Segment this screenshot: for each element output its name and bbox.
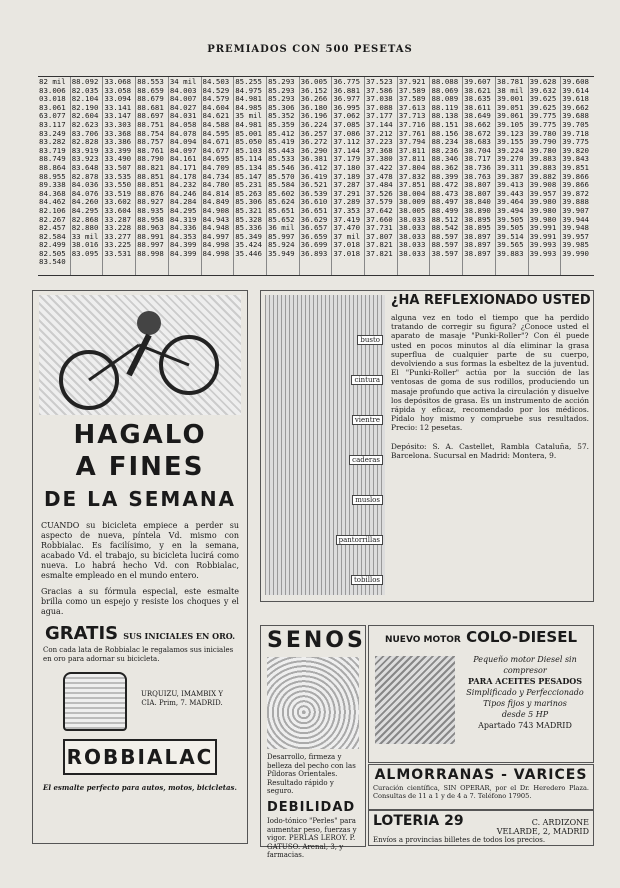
colo-pre: NUEVO MOTOR xyxy=(384,635,461,645)
debilidad-text: Iodo-tónico "Perles" para aumentar peso, fuerzas y vigor. PERLAS LEROY. P. GATUSO. Arenal, 3, y farmacias. xyxy=(267,816,357,860)
senos-text: Desarrollo, firmeza y belleza del pecho con las Píldoras Orientales. Resultado rápido y seguro. xyxy=(267,753,356,796)
page-header: PREMIADOS CON 500 PESETAS xyxy=(207,44,413,55)
punki-address: Depósito: S. A. Castellet, Rambla Cataluña, 57. Barcelona. Sucursal en Madrid: Montera, 9. xyxy=(391,441,589,461)
loteria-owner xyxy=(497,818,589,836)
senos-title: SENOS xyxy=(267,628,366,653)
punki-roller-ad xyxy=(260,290,594,602)
body-label: caderas xyxy=(349,455,383,465)
robbialac-ad xyxy=(32,290,248,844)
bicycle-icon xyxy=(39,295,239,415)
colo-diesel-ad xyxy=(368,625,594,763)
debilidad-title: DEBILIDAD xyxy=(267,799,356,815)
number-column: 37.921 37.589 37.589 37.613 37.713 37.716 37.761 37.794 37.811 37.811 37.804 37.832 37.851 38.004 38.009 38.005 38.033 38.033 38.033 38.033 38.033 xyxy=(398,77,431,275)
number-column: 39.608 39.614 39.618 39.662 39.688 39.705 39.718 39.775 39.820 39.843 39.851 39.866 39.866 39.872 39.888 39.907 39.944 39.948 39.957 39.985 39.990 xyxy=(562,77,589,258)
loteria-owner-name: C. ARDIZONE xyxy=(531,818,589,827)
number-column: 38.781 38 mil 39.001 39.051 39.061 39.105 39.123 39.155 39.224 39.270 39.311 39.387 39.413 39.443 39.464 39.494 39.505 39.505 39.514 39.565 39.883 xyxy=(496,77,529,275)
senos-ad xyxy=(260,625,366,860)
number-column: 85.255 84.975 84.981 84.985 35 mil 84.981 85.001 85.050 85.103 85.114 85.134 85.147 85.231 85.263 85.306 85.321 85.328 85.336 85.349 35.424 35.446 xyxy=(234,77,267,275)
gratis-label: GRATIS xyxy=(45,623,119,644)
headline-line-2: A FINES xyxy=(75,452,205,482)
ad-body-2: Gracias a su fórmula especial, este esmalte brilla como un espejo y resiste los choques y el agua. xyxy=(41,587,239,616)
headline-line-3: DE LA SEMANA xyxy=(43,487,237,511)
number-column: 88.553 88.659 88.679 88.681 88.697 88.751 88.754 88.757 88.761 88.790 88.821 88.851 88.851 88.876 88.927 88.935 88.958 88.963 88.991 88.997 88.998 xyxy=(136,77,169,275)
figure-illustration xyxy=(265,295,385,595)
loteria-address: VELARDE, 2, MADRID xyxy=(496,827,589,836)
loteria-ad xyxy=(368,810,594,846)
distributor: URQUIZU, IMAMBIX Y CIA. Prim, 7. MADRID. xyxy=(140,689,224,707)
gratis-subtitle: SUS INICIALES EN ORO. xyxy=(123,631,236,641)
colo-title xyxy=(369,628,593,646)
number-column: 36.775 36.881 36.977 36.995 37.062 37.085 37.086 37.112 37.144 37.179 37.180 37.189 37.287 37.291 37.289 37.353 37.419 37.470 37 mil 37.018 37.018 xyxy=(332,77,365,275)
colo-line: Simplificado y Perfeccionado xyxy=(466,688,584,697)
colo-line: Pequeño motor Diesel sin compresor xyxy=(473,655,577,675)
body-label: pantorrillas xyxy=(336,535,383,545)
bust-illustration xyxy=(267,657,359,749)
colo-line: Tipos fijos y marinos xyxy=(483,699,567,708)
colo-line: Apartado 743 MADRID xyxy=(478,721,572,730)
paint-can-icon xyxy=(63,672,127,731)
body-label: busto xyxy=(357,335,383,345)
loteria-text: Envíos a provincias billetes de todos los precios. xyxy=(373,836,546,844)
number-column: 85.293 85.293 85.293 85.306 85.352 85.359 85.412 85.419 85.443 85.533 85.546 85.570 85.584 85.602 85.624 85.651 85.652 36 mil 85.997 85.924 35.949 xyxy=(267,77,300,275)
engine-illustration xyxy=(375,656,455,744)
colo-name: COLO-DIESEL xyxy=(466,628,578,646)
number-column: 33.068 33.058 33.094 33.141 33.147 33.303 33.368 33.386 33.399 33.490 33.507 33.535 33.550 33.519 33.602 33.604 33.287 33.228 33.277 33.225 33.531 xyxy=(103,77,136,275)
colo-line: desde 5 HP xyxy=(501,710,549,719)
number-column: 39.628 39.632 39.625 39.625 39.775 39.775 39.780 39.790 39.780 39.883 39.883 39.882 39.908 39.957 39.980 39.980 39.980 39.991 39.991 39.993 39.993 xyxy=(529,77,562,275)
body-label: cintura xyxy=(351,375,383,385)
cyclist-illustration xyxy=(39,295,241,415)
prize-numbers-table xyxy=(38,76,594,276)
body-label: tobillos xyxy=(351,575,383,585)
body-label: vientre xyxy=(352,415,383,425)
almorranas-title: ALMORRANAS - VARICES xyxy=(374,767,588,783)
punki-title: ¿HA REFLEXIONADO USTED xyxy=(391,293,591,308)
slogan: El esmalte perfecto para autos, motos, bicicletas. xyxy=(43,783,237,792)
robbialac-logo: ROBBIALAC xyxy=(63,739,217,775)
number-column: 37.523 37.586 37.038 37.088 37.177 37.144 37.212 37.223 37.368 37.380 37.422 37.478 37.484 37.526 37.579 37.642 37.660 37.731 37.807 37.821 37.821 xyxy=(365,77,398,275)
headline-line-1: HAGALO xyxy=(73,420,207,450)
colo-text xyxy=(461,654,589,731)
almorranas-text: Curación científica, SIN OPERAR, por el Dr. Heredero Plaza. Consultas de 11 a 1 y de 4 a 7. Teléfono 17905. xyxy=(373,784,589,800)
number-column: 84.503 84.529 84.579 84.604 84.621 84.588 84.595 84.671 84.677 84.695 84.709 84.734 84.780 84.814 84.849 84.908 84.943 84.948 84.997 84.998 84.998 xyxy=(202,77,235,275)
number-column: 34 mil 84.003 84.007 84.027 84.031 84.058 84.078 84.094 84.097 84.161 84.171 84.178 84.232 84.246 84.284 84.295 84.319 84.336 84.353 84.399 84.399 xyxy=(169,77,202,275)
gratis-text: Con cada lata de Robbialac le regalamos sus iniciales en oro para adornar su bicicleta. xyxy=(43,646,234,663)
loteria-title: LOTERIA 29 xyxy=(373,813,464,829)
body-label: muslos xyxy=(352,495,383,505)
ad-body: CUANDO su bicicleta empiece a perder su aspecto de nueva, píntela Vd. mismo con Robbialac. Es facilísimo, y en la semana, acabado Vd. el trabajo, su bicicleta lucirá como nueva. Lo habrá hecho Vd. con Robbialac, esmalte empleado en el mundo entero. xyxy=(41,521,239,580)
punki-text xyxy=(391,313,589,460)
number-column: 39.607 38.621 38.635 38.611 38.649 38.662 38.672 38.683 38.704 38.717 38.736 38.763 38.807 38.807 38.840 38.890 38.895 38.895 38.897 38.897 38.897 xyxy=(463,77,496,275)
colo-line: PARA ACEITES PESADOS xyxy=(467,676,583,686)
punki-body: alguna vez en todo el tiempo que ha perdido tratando de corregir su figura? ¿Conoce usted el aparato de masaje "Punki-Roller"? Con él puede usted en pocos minutos al día eliminar la grasa superflua de cualquier parte de su cuerpo, devolviendo a sus formas la esbeltez de la juventud. El "Punki-Roller" actúa por la succión de las ventosas de goma de sus rodillos, produciendo un masaje profundo que activa la circulación y disuelve los depósitos de grasa. Es un instrumento de acción rápida y eficaz, recomendado por los médicos. Pídalo hoy mismo y compruebe sus resultados. Precio: 12 pesetas. xyxy=(391,313,589,433)
number-column: 88.092 82.035 82.104 82.190 82.604 82.623 83.706 82.828 83.919 83.923 83.648 82.878 84.036 84.076 84.260 84.295 82.868 82.880 33 mil 38.016 83.095 xyxy=(71,77,104,275)
number-column: 36.005 36.152 36.266 36.180 36.196 36.224 36.257 36.272 36.290 36.381 36.412 36.419 36.521 36.539 36.610 36.651 36.629 36.657 36.659 36.699 36.893 xyxy=(300,77,333,275)
almorranas-ad xyxy=(368,764,594,810)
number-column: 82 mil 83.006 03.018 83.061 63.077 83.117 83.249 83.282 83.719 88.749 88.864 88.955 89.338 84.368 84.462 82.106 82.267 82.457 82.584 82.499 82.505 83.540 xyxy=(38,77,71,275)
number-column: 88.088 88.069 88.089 88.119 88.138 88.151 88.156 88.234 88.236 88.346 88.362 88.399 88.472 88.473 88.497 88.499 88.512 88.542 88.597 88.597 38.597 xyxy=(430,77,463,275)
